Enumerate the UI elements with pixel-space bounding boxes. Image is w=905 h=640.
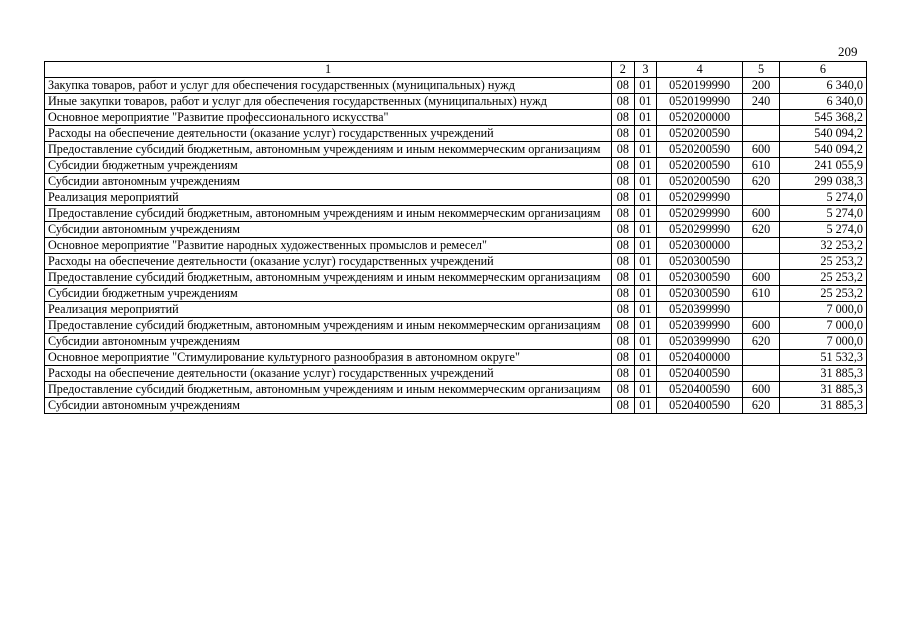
header-cell-2: 2 — [612, 62, 635, 78]
row-expense-type-cell: 600 — [743, 382, 780, 398]
row-name-cell: Предоставление субсидий бюджетным, автономным учреждениям и иным некоммерческим организациям — [45, 206, 612, 222]
row-expense-type-cell: 610 — [743, 158, 780, 174]
row-name-cell: Закупка товаров, работ и услуг для обеспечения государственных (муниципальных) нужд — [45, 78, 612, 94]
row-target-code-cell: 0520299990 — [657, 222, 743, 238]
row-expense-type-cell — [743, 350, 780, 366]
row-subsection-cell: 01 — [634, 302, 657, 318]
row-section-cell: 08 — [612, 142, 635, 158]
row-target-code-cell: 0520300590 — [657, 286, 743, 302]
row-expense-type-cell: 620 — [743, 334, 780, 350]
budget-table — [44, 61, 867, 414]
table-row — [45, 382, 867, 398]
row-subsection-cell: 01 — [634, 78, 657, 94]
row-expense-type-cell — [743, 302, 780, 318]
row-subsection-cell: 01 — [634, 126, 657, 142]
table-header — [45, 62, 867, 78]
row-target-code-cell: 0520200000 — [657, 110, 743, 126]
row-amount-cell: 7 000,0 — [779, 318, 866, 334]
row-target-code-cell: 0520300590 — [657, 254, 743, 270]
row-section-cell: 08 — [612, 158, 635, 174]
row-subsection-cell: 01 — [634, 318, 657, 334]
row-expense-type-cell: 240 — [743, 94, 780, 110]
row-amount-cell: 25 253,2 — [779, 254, 866, 270]
row-name-cell: Субсидии бюджетным учреждениям — [45, 158, 612, 174]
header-row — [45, 62, 867, 78]
row-subsection-cell: 01 — [634, 222, 657, 238]
row-name-cell: Основное мероприятие "Стимулирование культурного разнообразия в автономном округе" — [45, 350, 612, 366]
row-section-cell: 08 — [612, 286, 635, 302]
row-name-cell: Реализация мероприятий — [45, 190, 612, 206]
row-section-cell: 08 — [612, 238, 635, 254]
row-target-code-cell: 0520199990 — [657, 78, 743, 94]
row-section-cell: 08 — [612, 222, 635, 238]
row-amount-cell: 5 274,0 — [779, 206, 866, 222]
row-target-code-cell: 0520200590 — [657, 126, 743, 142]
row-target-code-cell: 0520300590 — [657, 270, 743, 286]
row-subsection-cell: 01 — [634, 334, 657, 350]
row-section-cell: 08 — [612, 78, 635, 94]
table-row — [45, 254, 867, 270]
row-subsection-cell: 01 — [634, 382, 657, 398]
row-expense-type-cell — [743, 366, 780, 382]
row-amount-cell: 25 253,2 — [779, 286, 866, 302]
row-name-cell: Расходы на обеспечение деятельности (оказание услуг) государственных учреждений — [45, 366, 612, 382]
table-row — [45, 318, 867, 334]
table-row — [45, 222, 867, 238]
row-amount-cell: 51 532,3 — [779, 350, 866, 366]
header-cell-5: 5 — [743, 62, 780, 78]
row-amount-cell: 31 885,3 — [779, 366, 866, 382]
row-name-cell: Иные закупки товаров, работ и услуг для обеспечения государственных (муниципальных) нужд — [45, 94, 612, 110]
row-section-cell: 08 — [612, 398, 635, 414]
header-cell-1: 1 — [45, 62, 612, 78]
row-expense-type-cell: 620 — [743, 222, 780, 238]
row-amount-cell: 540 094,2 — [779, 126, 866, 142]
row-subsection-cell: 01 — [634, 350, 657, 366]
row-name-cell: Предоставление субсидий бюджетным, автономным учреждениям и иным некоммерческим организациям — [45, 318, 612, 334]
row-amount-cell: 32 253,2 — [779, 238, 866, 254]
row-expense-type-cell: 620 — [743, 174, 780, 190]
row-section-cell: 08 — [612, 126, 635, 142]
table-row — [45, 158, 867, 174]
row-section-cell: 08 — [612, 174, 635, 190]
row-subsection-cell: 01 — [634, 254, 657, 270]
row-expense-type-cell: 600 — [743, 206, 780, 222]
row-amount-cell: 7 000,0 — [779, 334, 866, 350]
table-row — [45, 334, 867, 350]
row-expense-type-cell: 600 — [743, 142, 780, 158]
row-amount-cell: 6 340,0 — [779, 78, 866, 94]
row-subsection-cell: 01 — [634, 110, 657, 126]
row-section-cell: 08 — [612, 366, 635, 382]
row-target-code-cell: 0520399990 — [657, 334, 743, 350]
row-subsection-cell: 01 — [634, 190, 657, 206]
row-name-cell: Предоставление субсидий бюджетным, автономным учреждениям и иным некоммерческим организациям — [45, 142, 612, 158]
row-section-cell: 08 — [612, 206, 635, 222]
row-amount-cell: 5 274,0 — [779, 222, 866, 238]
row-section-cell: 08 — [612, 110, 635, 126]
table-row — [45, 142, 867, 158]
row-target-code-cell: 0520299990 — [657, 190, 743, 206]
row-expense-type-cell: 600 — [743, 318, 780, 334]
row-amount-cell: 6 340,0 — [779, 94, 866, 110]
table-row — [45, 94, 867, 110]
table-row — [45, 302, 867, 318]
table-row — [45, 238, 867, 254]
header-cell-6: 6 — [779, 62, 866, 78]
row-section-cell: 08 — [612, 302, 635, 318]
row-name-cell: Субсидии автономным учреждениям — [45, 222, 612, 238]
table-row — [45, 270, 867, 286]
row-section-cell: 08 — [612, 94, 635, 110]
row-expense-type-cell: 610 — [743, 286, 780, 302]
row-subsection-cell: 01 — [634, 94, 657, 110]
row-amount-cell: 25 253,2 — [779, 270, 866, 286]
row-subsection-cell: 01 — [634, 270, 657, 286]
row-expense-type-cell — [743, 238, 780, 254]
row-name-cell: Субсидии автономным учреждениям — [45, 334, 612, 350]
row-target-code-cell: 0520400590 — [657, 398, 743, 414]
row-amount-cell: 545 368,2 — [779, 110, 866, 126]
row-name-cell: Субсидии автономным учреждениям — [45, 398, 612, 414]
row-name-cell: Предоставление субсидий бюджетным, автономным учреждениям и иным некоммерческим организациям — [45, 270, 612, 286]
table-row — [45, 174, 867, 190]
row-amount-cell: 241 055,9 — [779, 158, 866, 174]
row-section-cell: 08 — [612, 350, 635, 366]
row-expense-type-cell — [743, 110, 780, 126]
row-amount-cell: 31 885,3 — [779, 398, 866, 414]
row-target-code-cell: 0520399990 — [657, 302, 743, 318]
table-body — [45, 78, 867, 414]
row-target-code-cell: 0520399990 — [657, 318, 743, 334]
table-row — [45, 398, 867, 414]
row-subsection-cell: 01 — [634, 158, 657, 174]
row-target-code-cell: 0520200590 — [657, 158, 743, 174]
row-target-code-cell: 0520400590 — [657, 366, 743, 382]
row-target-code-cell: 0520200590 — [657, 142, 743, 158]
row-section-cell: 08 — [612, 382, 635, 398]
row-name-cell: Основное мероприятие "Развитие народных художественных промыслов и ремесел" — [45, 238, 612, 254]
row-expense-type-cell: 620 — [743, 398, 780, 414]
row-name-cell: Основное мероприятие "Развитие профессионального искусства" — [45, 110, 612, 126]
row-target-code-cell: 0520300000 — [657, 238, 743, 254]
row-name-cell: Расходы на обеспечение деятельности (оказание услуг) государственных учреждений — [45, 126, 612, 142]
row-expense-type-cell — [743, 126, 780, 142]
row-name-cell: Субсидии автономным учреждениям — [45, 174, 612, 190]
row-amount-cell: 5 274,0 — [779, 190, 866, 206]
row-subsection-cell: 01 — [634, 366, 657, 382]
row-subsection-cell: 01 — [634, 174, 657, 190]
row-subsection-cell: 01 — [634, 142, 657, 158]
row-expense-type-cell: 200 — [743, 78, 780, 94]
row-name-cell: Субсидии бюджетным учреждениям — [45, 286, 612, 302]
row-target-code-cell: 0520299990 — [657, 206, 743, 222]
table-row — [45, 126, 867, 142]
row-name-cell: Предоставление субсидий бюджетным, автономным учреждениям и иным некоммерческим организациям — [45, 382, 612, 398]
row-target-code-cell: 0520200590 — [657, 174, 743, 190]
row-expense-type-cell — [743, 190, 780, 206]
header-cell-3: 3 — [634, 62, 657, 78]
row-target-code-cell: 0520199990 — [657, 94, 743, 110]
table-row — [45, 190, 867, 206]
table-row — [45, 110, 867, 126]
row-subsection-cell: 01 — [634, 238, 657, 254]
row-amount-cell: 299 038,3 — [779, 174, 866, 190]
row-amount-cell: 31 885,3 — [779, 382, 866, 398]
row-subsection-cell: 01 — [634, 206, 657, 222]
row-target-code-cell: 0520400000 — [657, 350, 743, 366]
row-section-cell: 08 — [612, 254, 635, 270]
row-subsection-cell: 01 — [634, 398, 657, 414]
row-subsection-cell: 01 — [634, 286, 657, 302]
page-number: 209 — [838, 44, 858, 59]
table-row — [45, 350, 867, 366]
row-name-cell: Расходы на обеспечение деятельности (оказание услуг) государственных учреждений — [45, 254, 612, 270]
header-cell-4: 4 — [657, 62, 743, 78]
row-section-cell: 08 — [612, 190, 635, 206]
row-amount-cell: 7 000,0 — [779, 302, 866, 318]
row-amount-cell: 540 094,2 — [779, 142, 866, 158]
row-expense-type-cell: 600 — [743, 270, 780, 286]
row-section-cell: 08 — [612, 318, 635, 334]
row-name-cell: Реализация мероприятий — [45, 302, 612, 318]
table-row — [45, 366, 867, 382]
row-section-cell: 08 — [612, 334, 635, 350]
table-row — [45, 286, 867, 302]
row-expense-type-cell — [743, 254, 780, 270]
table-row — [45, 206, 867, 222]
table-row — [45, 78, 867, 94]
row-section-cell: 08 — [612, 270, 635, 286]
row-target-code-cell: 0520400590 — [657, 382, 743, 398]
